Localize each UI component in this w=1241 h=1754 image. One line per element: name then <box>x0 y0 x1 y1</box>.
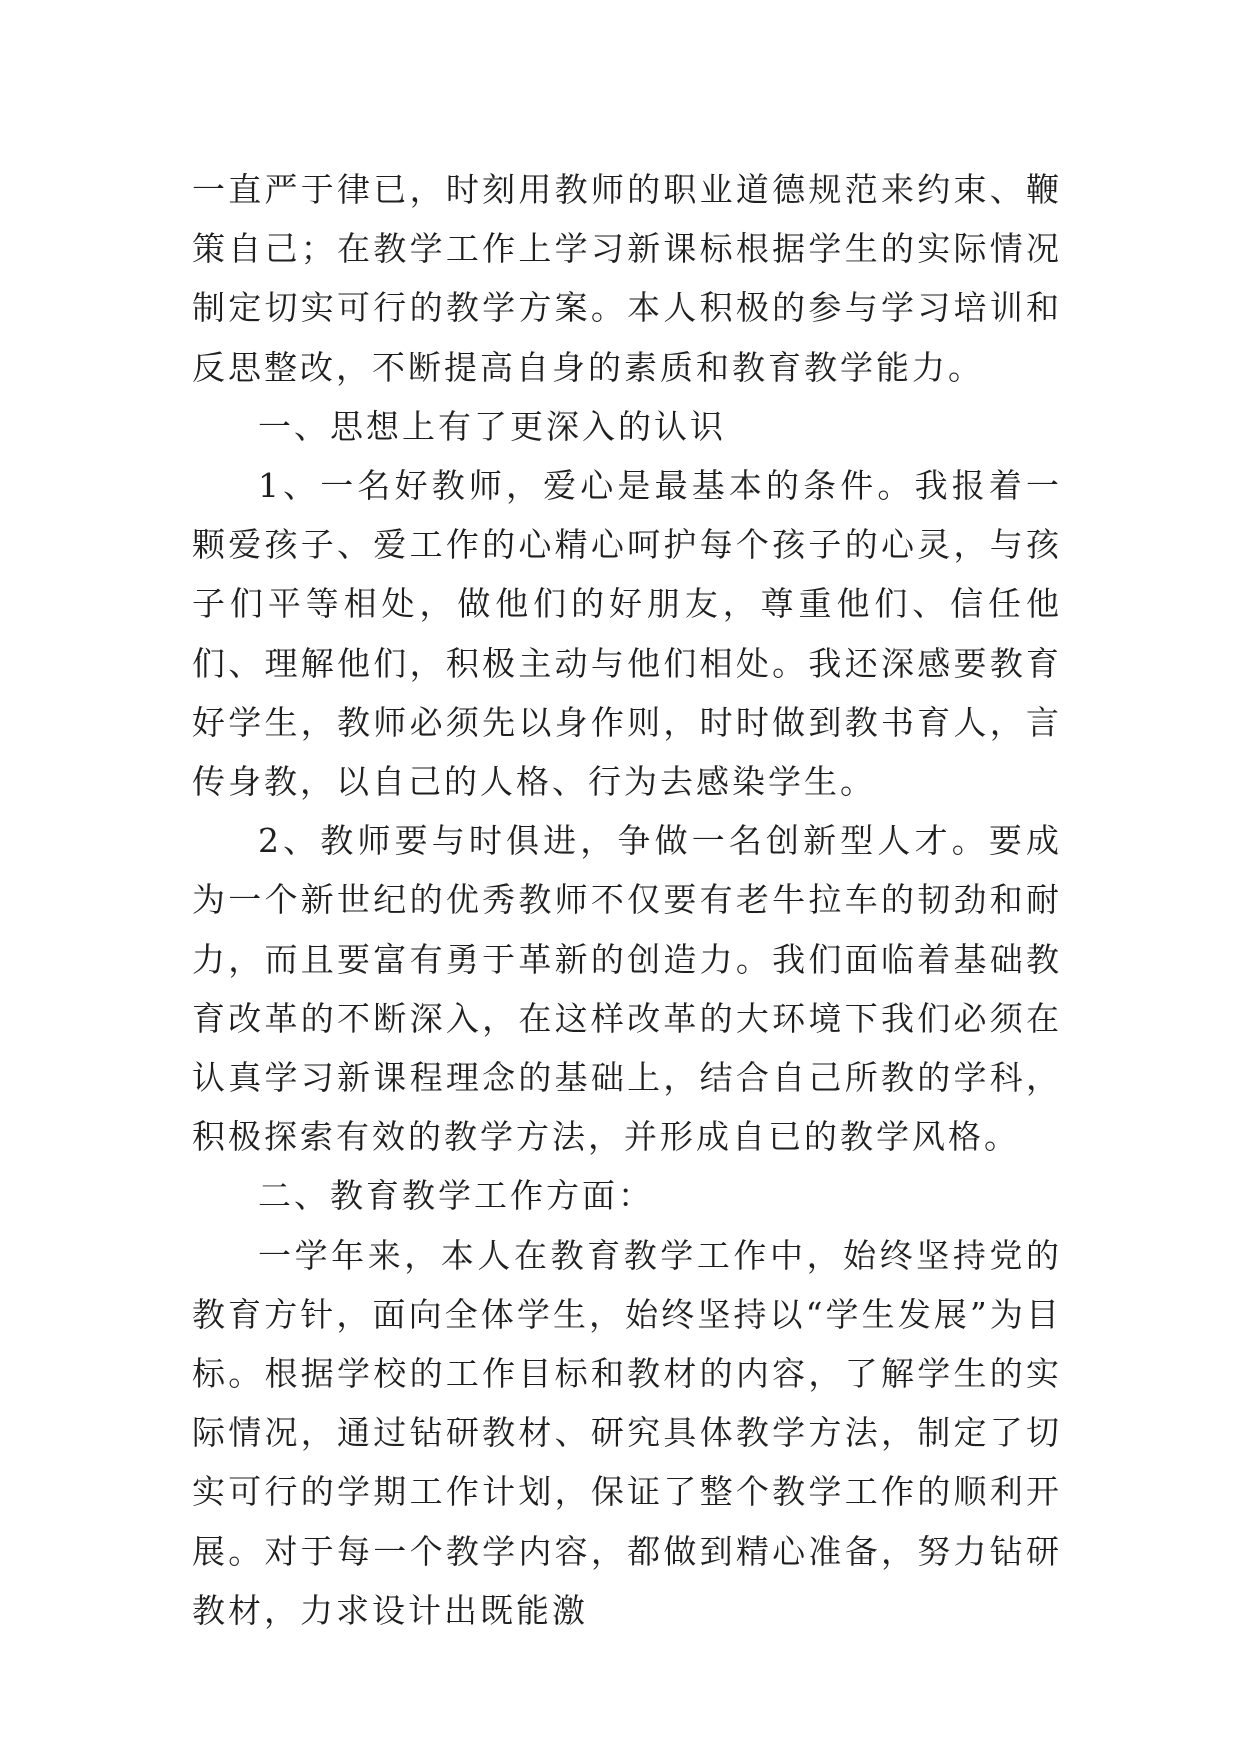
paragraph-point-2: 2、教师要与时俱进，争做一名创新型人才。要成为一个新世纪的优秀教师不仅要有老牛拉车的韧劲和耐力，而且要富有勇于革新的创造力。我们面临着基础教育改革的不断深入，在这样改革的大环境下我们必须在认真学习新课程理念的基础上，结合自己所教的学科，积极探索有效的教学方法，并形成自已的教学风格。 <box>192 821 1062 1157</box>
document-body <box>192 160 1062 1640</box>
paragraph-point-1: 1、一名好教师，爱心是最基本的条件。我报着一颗爱孩子、爱工作的心精心呵护每个孩子的心灵，与孩子们平等相处，做他们的好朋友，尊重他们、信任他们、理解他们，积极主动与他们相处。我还深感要教育好学生，教师必须先以身作则，时时做到教书育人，言传身教，以自己的人格、行为去感染学生。 <box>192 466 1062 802</box>
section-heading-2: 二、教育教学工作方面： <box>258 1176 654 1216</box>
paragraph-teaching-work: 一学年来，本人在教育教学工作中，始终坚持党的教育方针，面向全体学生，始终坚持以“学生发展”为目标。根据学校的工作目标和教材的内容，了解学生的实际情况，通过钻研教材、研究具体教学方法，制定了切实可行的学期工作计划，保证了整个教学工作的顺利开展。对于每一个教学内容，都做到精心准备，努力钻研教材，力求设计出既能激 <box>192 1235 1062 1630</box>
section-heading-1: 一、思想上有了更深入的认识 <box>258 406 726 446</box>
paragraph-intro-continuation: 一直严于律已，时刻用教师的职业道德规范来约束、鞭策自己；在教学工作上学习新课标根据学生的实际情况制定切实可行的教学方案。本人积极的参与学习培训和反思整改，不断提高自身的素质和教育教学能力。 <box>192 170 1062 387</box>
